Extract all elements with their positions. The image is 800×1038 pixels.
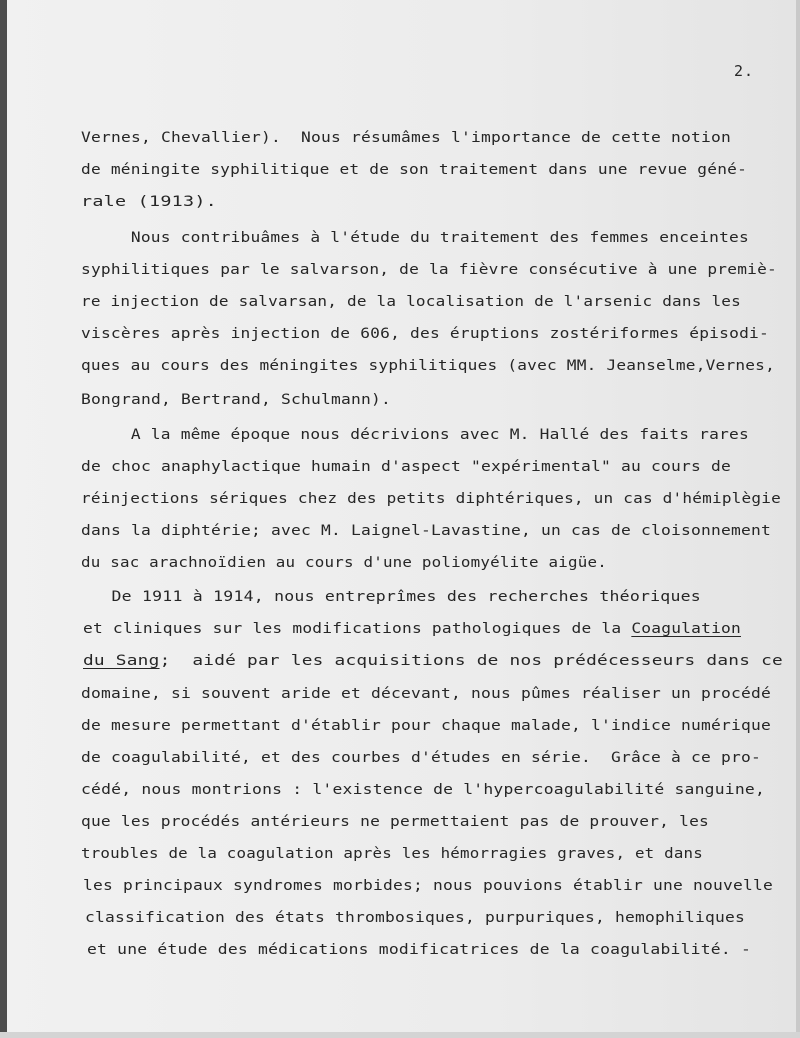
text-line xyxy=(81,260,777,280)
line-text: rale (1913). xyxy=(81,193,218,210)
line-text: réinjections sériques chez des petits diphtériques, un cas d'hémiplègie xyxy=(81,490,781,507)
text-line xyxy=(81,684,771,704)
line-text: et cliniques sur les modifications pathologiques de la xyxy=(83,620,632,637)
text-line xyxy=(81,748,761,768)
page-number: 2. xyxy=(734,62,755,80)
text-line xyxy=(81,716,771,736)
text-line xyxy=(81,521,771,541)
line-text: ; aidé par les acquisitions de nos prédécesseurs dans ce xyxy=(159,652,783,669)
underlined-phrase: Coagulation xyxy=(631,620,741,637)
line-text: les principaux syndromes morbides; nous pouvions établir une nouvelle xyxy=(83,877,773,894)
line-text: cédé, nous montrions : l'existence de l'hypercoagulabilité sanguine, xyxy=(81,781,766,798)
scan-left-edge xyxy=(0,0,7,1038)
line-text: re injection de salvarsan, de la localisation de l'arsenic dans les xyxy=(81,293,741,310)
line-text: ques au cours des méningites syphilitiques (avec MM. Jeanselme,Vernes, xyxy=(81,357,776,374)
text-line xyxy=(83,651,783,671)
line-text: de coagulabilité, et des courbes d'études en série. Grâce à ce pro- xyxy=(81,749,761,766)
line-text: syphilitiques par le salvarson, de la fièvre consécutive à une premiè- xyxy=(81,261,777,278)
text-line xyxy=(81,292,741,312)
line-text: viscères après injection de 606, des éruptions zostériformes épisodi- xyxy=(81,325,770,342)
text-line xyxy=(83,876,773,896)
scan-right-edge xyxy=(796,0,800,1038)
text-line xyxy=(81,457,731,477)
text-line xyxy=(83,619,741,639)
text-line xyxy=(85,908,745,928)
line-text: classification des états thrombosiques, purpuriques, hemophiliques xyxy=(85,909,745,926)
scan-bottom-edge xyxy=(0,1032,800,1038)
line-text: que les procédés antérieurs ne permettaient pas de prouver, les xyxy=(81,813,710,830)
text-line xyxy=(81,553,607,573)
line-text: de choc anaphylactique humain d'aspect "expérimental" au cours de xyxy=(81,458,731,475)
text-line xyxy=(81,390,391,410)
text-line xyxy=(81,356,775,376)
line-text: et une étude des médications modificatrices de la coagulabilité. - xyxy=(87,941,752,958)
line-text: domaine, si souvent aride et décevant, nous pûmes réaliser un procédé xyxy=(81,685,771,702)
text-line xyxy=(87,940,751,960)
line-text: de méningite syphilitique et de son traitement dans une revue géné- xyxy=(81,161,748,178)
text-line xyxy=(81,425,749,445)
text-line xyxy=(81,160,747,180)
text-line xyxy=(81,780,765,800)
line-text: Bongrand, Bertrand, Schulmann). xyxy=(81,391,392,408)
line-text: dans la diphtérie; avec M. Laignel-Lavastine, un cas de cloisonnement xyxy=(81,522,771,539)
line-text: de mesure permettant d'établir pour chaque malade, l'indice numérique xyxy=(81,717,771,734)
line-text: Nous contribuâmes à l'étude du traitement des femmes enceintes xyxy=(81,229,750,246)
text-line xyxy=(81,844,703,864)
text-line xyxy=(81,812,709,832)
text-line xyxy=(81,489,781,509)
line-text: De 1911 à 1914, nous entreprîmes des recherches théoriques xyxy=(81,588,701,605)
line-text: Vernes, Chevallier). Nous résumâmes l'importance de cette notion xyxy=(81,129,731,146)
text-line xyxy=(81,128,731,148)
line-text: troubles de la coagulation après les hémorragies graves, et dans xyxy=(81,845,703,862)
line-text: A la même époque nous décrivions avec M. Hallé des faits rares xyxy=(81,426,750,443)
text-line xyxy=(81,228,749,248)
text-line xyxy=(81,192,217,212)
text-line xyxy=(81,587,701,607)
text-line xyxy=(81,324,769,344)
underlined-phrase: du Sang xyxy=(83,652,160,669)
line-text: du sac arachnoïdien au cours d'une poliomyélite aigüe. xyxy=(81,554,607,571)
